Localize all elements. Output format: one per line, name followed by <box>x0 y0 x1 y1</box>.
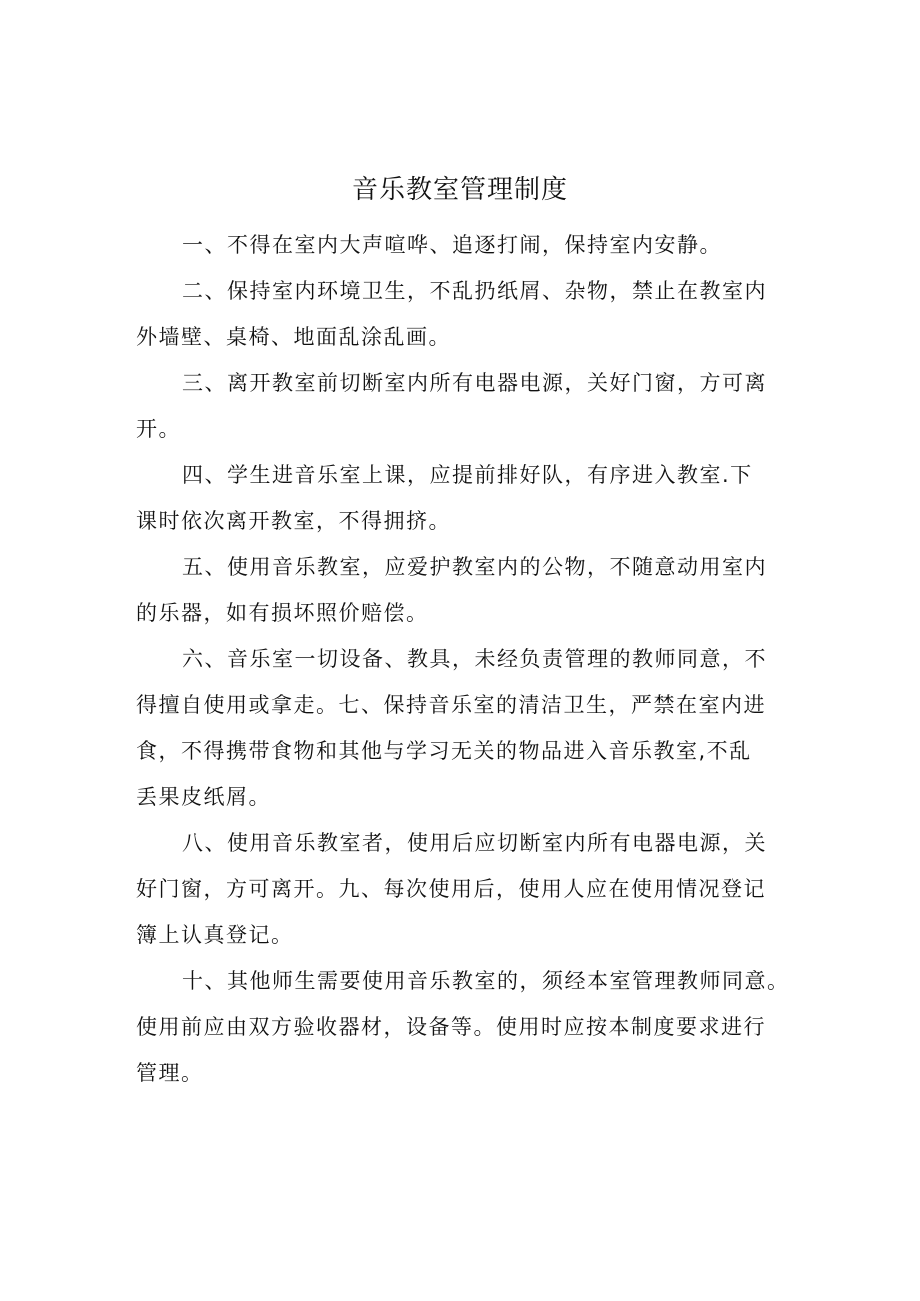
paragraph-line: 簿上认真登记。 <box>136 923 294 947</box>
paragraph-line: 丢果皮纸屑。 <box>136 785 271 809</box>
page-title: 音乐教室管理制度 <box>351 175 568 205</box>
paragraph-line: 八、使用音乐教室者，使用后应切断室内所有电器电源，关 <box>182 831 767 855</box>
paragraph-line: 食，不得携带食物和其他与学习无关的物品进入音乐教室,不乱 <box>136 739 752 763</box>
document-body <box>136 222 826 1096</box>
paragraph-line: 六、音乐室一切设备、教具，未经负责管理的教师同意，不 <box>182 647 767 671</box>
paragraph-line: 五、使用音乐教室，应爱护教室内的公物，不随意动用室内 <box>182 555 767 579</box>
paragraph-line: 外墙壁、桌椅、地面乱涂乱画。 <box>136 325 451 349</box>
paragraph-7 <box>136 820 826 958</box>
paragraph-line: 课时依次离开教室，不得拥挤。 <box>136 509 451 533</box>
paragraph-line: 得擅自使用或拿走。七、保持音乐室的清洁卫生，严禁在室内进 <box>136 693 766 717</box>
paragraph-5 <box>136 544 826 636</box>
paragraph-line: 的乐器，如有损坏照价赔偿。 <box>136 601 429 625</box>
paragraph-line: 二、保持室内环境卫生，不乱扔纸屑、杂物，禁止在教室内 <box>182 279 767 303</box>
paragraph-3 <box>136 360 826 452</box>
paragraph-line: 三、离开教室前切断室内所有电器电源，关好门窗，方可离 <box>182 371 767 395</box>
paragraph-line: 好门窗，方可离开。九、每次使用后，使用人应在使用情况登记 <box>136 877 766 901</box>
paragraph-line: 四、学生进音乐室上课，应提前排好队，有序进入教室.下 <box>182 463 753 487</box>
paragraph-2 <box>136 268 826 360</box>
paragraph-1 <box>136 222 826 268</box>
paragraph-line: 使用前应由双方验收器材，设备等。使用时应按本制度要求进行 <box>136 1015 766 1039</box>
paragraph-line: 十、其他师生需要使用音乐教室的，须经本室管理教师同意。 <box>182 969 790 993</box>
paragraph-line: 一、不得在室内大声喧哗、追逐打闹，保持室内安静。 <box>182 233 722 257</box>
paragraph-6 <box>136 636 826 820</box>
paragraph-line: 开。 <box>136 417 181 441</box>
paragraph-8 <box>136 958 826 1096</box>
paragraph-line: 管理。 <box>136 1061 204 1085</box>
paragraph-4 <box>136 452 826 544</box>
